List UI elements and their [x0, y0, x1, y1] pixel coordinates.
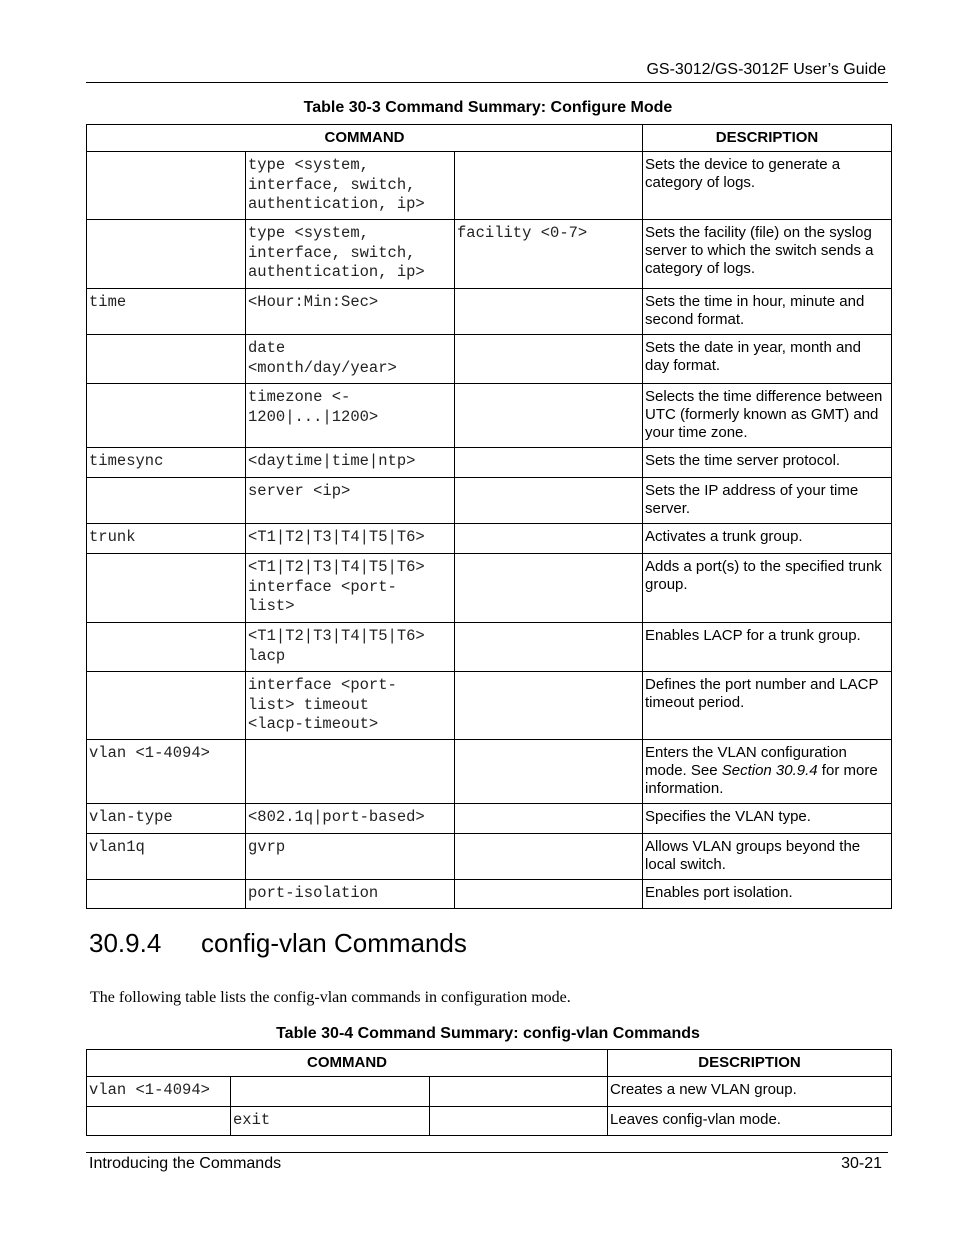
command-text: <802.1q|port-based> — [248, 808, 425, 826]
table-row — [87, 554, 892, 623]
command-cell-2 — [231, 1107, 430, 1136]
command-cell-3 — [455, 220, 643, 289]
command-column-header: COMMAND — [87, 1050, 608, 1077]
command-cell-3 — [455, 554, 643, 623]
description-column-header: DESCRIPTION — [608, 1050, 892, 1077]
command-cell-2 — [246, 524, 455, 554]
command-text: type <system, — [248, 156, 369, 174]
command-cell-2 — [246, 289, 455, 335]
table-row — [87, 740, 892, 804]
command-cell-2 — [246, 448, 455, 478]
description-cell: Defines the port number and LACP timeout period. — [643, 672, 892, 740]
command-cell-3 — [430, 1107, 608, 1136]
command-cell-2 — [246, 623, 455, 672]
command-cell-1 — [87, 478, 246, 524]
description-cell: Activates a trunk group. — [643, 524, 892, 554]
table-row — [87, 289, 892, 335]
command-text: <lacp-timeout> — [248, 715, 379, 733]
description-cell: Sets the facility (file) on the syslog server to which the switch sends a category of logs. — [643, 220, 892, 289]
description-cell: Allows VLAN groups beyond the local switch. — [643, 834, 892, 880]
command-cell-3 — [455, 289, 643, 335]
command-cell-3 — [455, 448, 643, 478]
command-cell-1 — [87, 448, 246, 478]
command-text: vlan <1-4094> — [89, 1081, 210, 1099]
table-row — [87, 1107, 892, 1136]
table-row — [87, 220, 892, 289]
command-text: <T1|T2|T3|T4|T5|T6> — [248, 558, 425, 576]
description-cell: Selects the time difference between UTC (formerly known as GMT) and your time zone. — [643, 384, 892, 448]
command-cell-1 — [87, 1077, 231, 1107]
command-cell-1 — [87, 880, 246, 909]
command-cell-3 — [455, 804, 643, 834]
command-text: <T1|T2|T3|T4|T5|T6> — [248, 528, 425, 546]
description-cell: Sets the time in hour, minute and second format. — [643, 289, 892, 335]
command-column-header: COMMAND — [87, 125, 643, 152]
command-cell-3 — [455, 524, 643, 554]
command-text: list> — [248, 597, 295, 615]
table-row — [87, 834, 892, 880]
command-cell-3 — [455, 672, 643, 740]
command-text: timesync — [89, 452, 164, 470]
command-cell-1 — [87, 152, 246, 220]
description-cell — [643, 740, 892, 804]
command-text: <Hour:Min:Sec> — [248, 293, 379, 311]
command-text: list> timeout — [248, 695, 369, 714]
description-cell: Adds a port(s) to the specified trunk group. — [643, 554, 892, 623]
command-cell-3 — [430, 1077, 608, 1107]
table-row — [87, 672, 892, 740]
command-text: authentication, ip> — [248, 195, 425, 213]
command-cell-3 — [455, 152, 643, 220]
table-row — [87, 1077, 892, 1107]
command-cell-1 — [87, 220, 246, 289]
command-cell-2 — [246, 804, 455, 834]
footer-chapter-title: Introducing the Commands — [89, 1155, 282, 1172]
table-row — [87, 152, 892, 220]
command-cell-2 — [246, 478, 455, 524]
command-cell-3 — [455, 478, 643, 524]
header-rule — [86, 82, 888, 83]
command-cell-1 — [87, 804, 246, 834]
configure-mode-command-table — [86, 124, 892, 909]
description-text: Enters the VLAN configuration mode. See — [645, 744, 847, 779]
command-cell-2 — [246, 384, 455, 448]
command-cell-3 — [455, 740, 643, 804]
table-header-row — [87, 1050, 892, 1077]
command-cell-1 — [87, 740, 246, 804]
command-text: trunk — [89, 528, 136, 546]
command-cell-3 — [455, 834, 643, 880]
table-row — [87, 804, 892, 834]
command-text: facility <0-7> — [457, 224, 588, 242]
table-row — [87, 335, 892, 384]
command-text: vlan <1-4094> — [89, 744, 210, 762]
section-heading — [89, 928, 467, 959]
table-header-row — [87, 125, 892, 152]
command-cell-2 — [231, 1077, 430, 1107]
command-text: date — [248, 339, 286, 357]
intro-paragraph: The following table lists the config-vlan commands in configuration mode. — [90, 989, 571, 1006]
command-text: gvrp — [248, 838, 286, 856]
running-header-title: GS-3012/GS-3012F User’s Guide — [646, 61, 886, 78]
description-cell: Sets the IP address of your time server. — [643, 478, 892, 524]
command-cell-2 — [246, 554, 455, 623]
command-text: vlan-type — [89, 808, 173, 826]
command-cell-3 — [455, 384, 643, 448]
command-cell-2 — [246, 672, 455, 740]
command-cell-3 — [455, 880, 643, 909]
table-row — [87, 623, 892, 672]
description-cell: Sets the time server protocol. — [643, 448, 892, 478]
command-text: interface, switch, — [248, 175, 416, 194]
description-cell: Sets the device to generate a category of logs. — [643, 152, 892, 220]
command-cell-3 — [455, 335, 643, 384]
description-cell: Creates a new VLAN group. — [608, 1077, 892, 1107]
table-row — [87, 384, 892, 448]
command-text: interface <port- — [248, 577, 397, 596]
table-row — [87, 478, 892, 524]
command-cell-1 — [87, 289, 246, 335]
command-text: interface, switch, — [248, 243, 416, 262]
command-cell-2 — [246, 834, 455, 880]
command-text: lacp — [248, 646, 286, 665]
description-cell: Enables LACP for a trunk group. — [643, 623, 892, 672]
command-cell-1 — [87, 623, 246, 672]
config-vlan-command-table — [86, 1049, 892, 1136]
command-cell-1 — [87, 554, 246, 623]
command-cell-3 — [455, 623, 643, 672]
table-30-4-caption: Table 30-4 Command Summary: config-vlan Commands — [276, 1025, 700, 1042]
command-text: 1200|...|1200> — [248, 407, 379, 426]
section-number: 30.9.4 — [89, 928, 162, 958]
table-row — [87, 880, 892, 909]
description-cell: Enables port isolation. — [643, 880, 892, 909]
command-cell-2 — [246, 335, 455, 384]
command-cell-1 — [87, 384, 246, 448]
command-cell-1 — [87, 834, 246, 880]
command-text: server <ip> — [248, 482, 351, 500]
command-text: <daytime|time|ntp> — [248, 452, 416, 470]
command-text: vlan1q — [89, 838, 145, 856]
description-cell: Specifies the VLAN type. — [643, 804, 892, 834]
table-row — [87, 448, 892, 478]
command-text: <month/day/year> — [248, 358, 397, 377]
command-cell-2 — [246, 880, 455, 909]
command-text: type <system, — [248, 224, 369, 242]
command-text: authentication, ip> — [248, 263, 425, 281]
description-cell: Leaves config-vlan mode. — [608, 1107, 892, 1136]
command-text: <T1|T2|T3|T4|T5|T6> — [248, 627, 425, 645]
footer-rule — [86, 1152, 888, 1153]
table-30-3-caption: Table 30-3 Command Summary: Configure Mode — [303, 99, 673, 116]
command-text: port-isolation — [248, 884, 379, 902]
command-text: time — [89, 293, 127, 311]
description-cell: Sets the date in year, month and day format. — [643, 335, 892, 384]
command-cell-1 — [87, 1107, 231, 1136]
description-text: for more information. — [645, 762, 878, 797]
command-text: interface <port- — [248, 676, 397, 694]
table-row — [87, 524, 892, 554]
command-text: exit — [233, 1111, 271, 1129]
command-cell-2 — [246, 152, 455, 220]
description-column-header: DESCRIPTION — [643, 125, 892, 152]
command-cell-1 — [87, 335, 246, 384]
command-cell-1 — [87, 524, 246, 554]
section-reference: Section 30.9.4 — [721, 762, 818, 779]
command-text: timezone <- — [248, 388, 351, 406]
command-cell-2 — [246, 740, 455, 804]
section-title: config-vlan Commands — [201, 928, 467, 958]
command-cell-2 — [246, 220, 455, 289]
footer-page-number: 30-21 — [841, 1155, 882, 1172]
command-cell-1 — [87, 672, 246, 740]
